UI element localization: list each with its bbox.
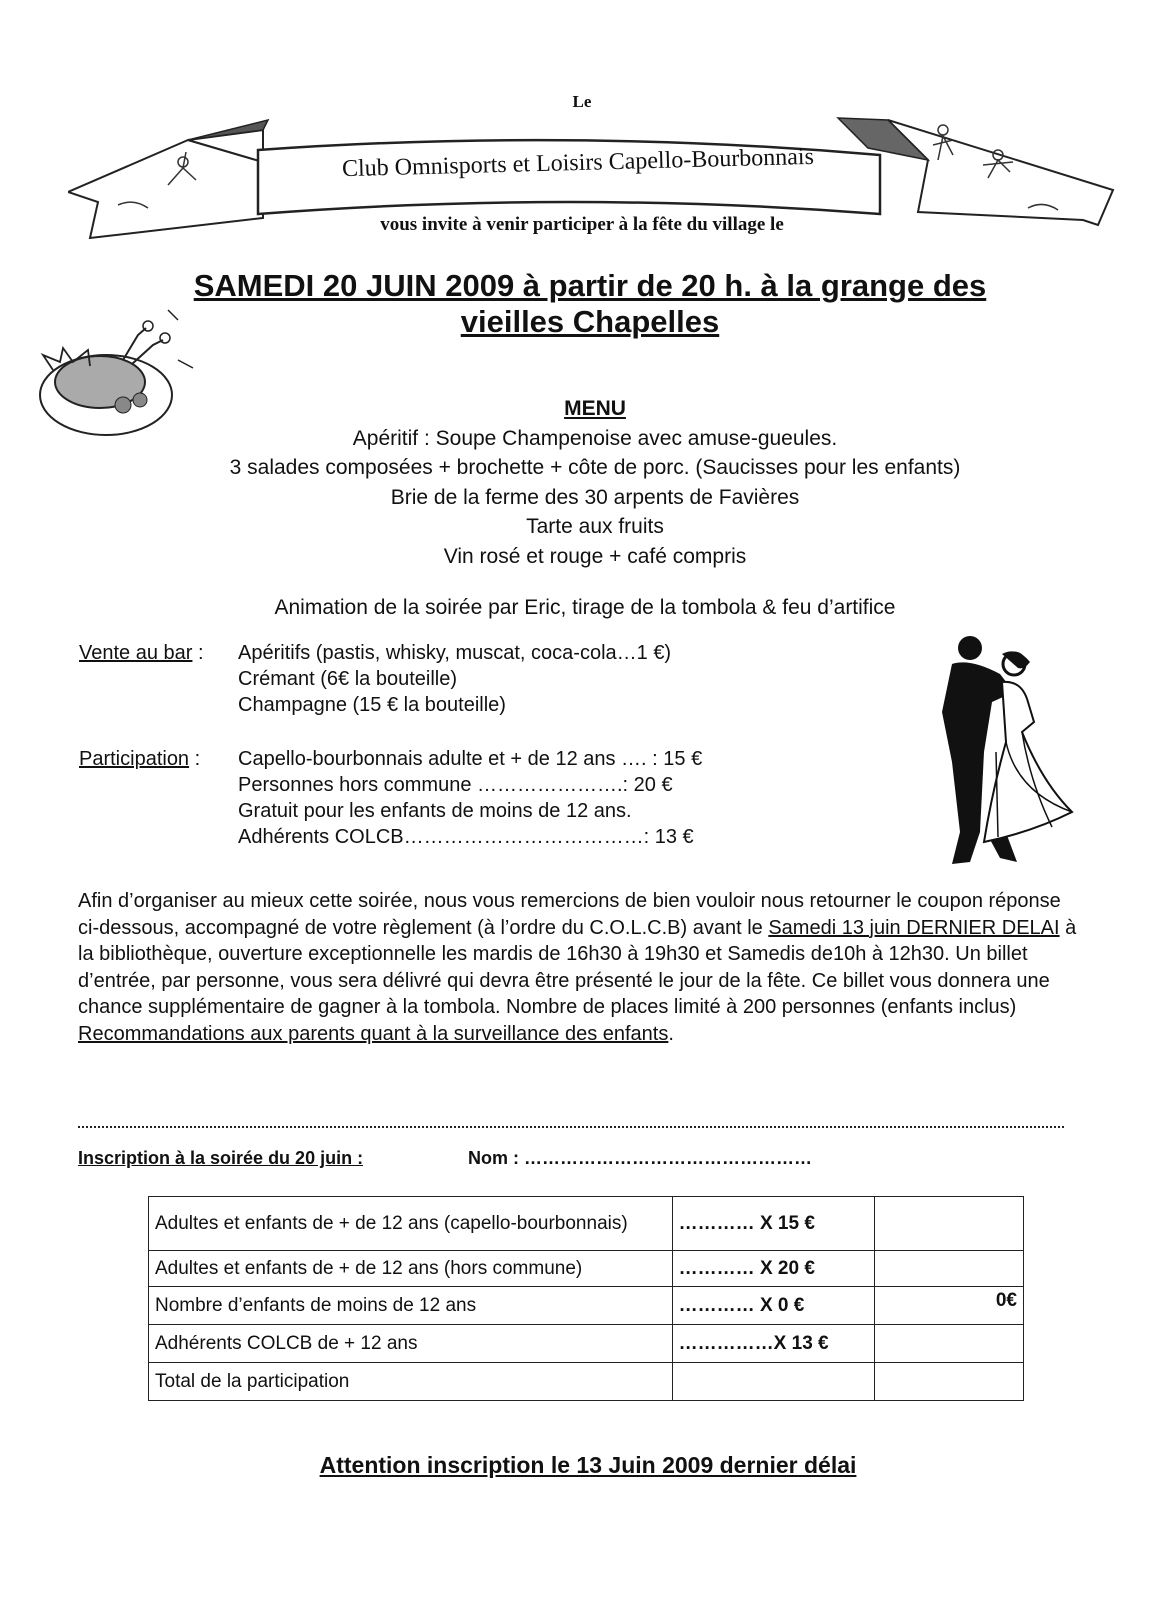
participation-label: Participation : — [79, 748, 201, 770]
animation-text: Animation de la soirée par Eric, tirage de la tombola & feu d’artifice — [274, 596, 896, 619]
participation-item: Capello-bourbonnais adulte et + de 12 ans …. : 15 € — [238, 748, 703, 770]
dancing-couple-illustration — [922, 632, 1082, 872]
menu-heading: MENU — [564, 397, 626, 420]
bar-item: Crémant (6€ la bouteille) — [238, 668, 457, 690]
info-paragraph: Afin d’organiser au mieux cette soirée, nous vous remercions de bien vouloir nous retourner le coupon réponse ci-dessous, accompagné de votre règlement (à l’ordre du C.O.L.C.B) avant le Samedi 13 juin DERNIER DELAI à la bibliothèque, ouverture exceptionnelle les mardis de 16h30 à 19h30 et Samedis de10h à 12h30. Un billet d’entrée, par personne, vous sera délivré qui devra être présenté le jour de la fête. Ce billet vous donnera une chance supplémentaire de gagner à la tombola. Nombre de places limité à 200 personnes (enfants inclus) Recommandations aux parents quant à la surveillance des enfants. — [78, 890, 1077, 1045]
participation-item: Personnes hors commune ………………….: 20 € — [238, 774, 673, 796]
bar-item: Champagne (15 € la bouteille) — [238, 694, 506, 716]
bar-items — [238, 640, 671, 718]
header-le: Le — [572, 92, 592, 111]
menu-item: Tarte aux fruits — [526, 515, 664, 538]
menu-section — [0, 394, 1164, 571]
menu-item: Brie de la ferme des 30 arpents de Favières — [390, 485, 800, 509]
row-total[interactable] — [875, 1197, 1024, 1251]
menu-item: 3 salades composées + brochette + côte de porc. (Saucisses pour les enfants) — [229, 456, 961, 479]
row-label: Adhérents COLCB de + 12 ans — [149, 1325, 673, 1363]
row-total[interactable]: 0€ — [875, 1287, 1024, 1325]
table-row — [149, 1325, 1024, 1363]
deadline-highlight: Samedi 13 juin DERNIER DELAI — [768, 916, 1060, 939]
row-label: Total de la participation — [149, 1363, 673, 1401]
row-total[interactable] — [875, 1325, 1024, 1363]
menu-item: Apéritif : Soupe Champenoise avec amuse-gueules. — [352, 426, 838, 450]
menu-item: Vin rosé et rouge + café compris — [443, 544, 747, 568]
row-price[interactable]: ……………X 13 € — [672, 1325, 875, 1363]
invite-text: vous invite à venir participer à la fête du village le — [380, 214, 784, 235]
nom-field[interactable]: Nom : ………………………………………… — [468, 1148, 812, 1168]
row-label: Adultes et enfants de + de 12 ans (capello-bourbonnais) — [149, 1197, 673, 1251]
event-title-line1: SAMEDI 20 JUIN 2009 à partir de 20 h. à la grange des — [193, 268, 987, 303]
row-label: Nombre d’enfants de moins de 12 ans — [149, 1287, 673, 1325]
row-label: Adultes et enfants de + de 12 ans (hors commune) — [149, 1251, 673, 1287]
deadline-footer: Attention inscription le 13 Juin 2009 dernier délai — [319, 1452, 857, 1478]
club-name: Club Omnisports et Loisirs Capello-Bourbonnais — [341, 143, 815, 183]
participation-items — [238, 746, 702, 850]
participation-item: Gratuit pour les enfants de moins de 12 ans. — [238, 800, 632, 822]
participation-item: Adhérents COLCB………………………………: 13 € — [238, 826, 694, 848]
recommendation-text: Recommandations aux parents quant à la surveillance des enfants — [78, 1022, 669, 1045]
row-price[interactable] — [672, 1363, 875, 1401]
table-row — [149, 1251, 1024, 1287]
table-row — [149, 1197, 1024, 1251]
registration-table — [148, 1196, 1024, 1401]
row-total[interactable] — [875, 1251, 1024, 1287]
row-price[interactable]: ………… X 20 € — [672, 1251, 875, 1287]
bar-label: Vente au bar : — [79, 642, 204, 664]
row-price[interactable]: ………… X 0 € — [672, 1287, 875, 1325]
row-total[interactable] — [875, 1363, 1024, 1401]
table-row — [149, 1363, 1024, 1401]
event-title — [100, 268, 1080, 340]
inscription-label: Inscription à la soirée du 20 juin : — [78, 1148, 364, 1168]
row-price[interactable]: ………… X 15 € — [672, 1197, 875, 1251]
table-row — [149, 1287, 1024, 1325]
cut-line — [78, 1126, 1064, 1128]
event-title-line2: vieilles Chapelles — [460, 304, 720, 339]
bar-item: Apéritifs (pastis, whisky, muscat, coca-cola…1 €) — [238, 642, 672, 664]
